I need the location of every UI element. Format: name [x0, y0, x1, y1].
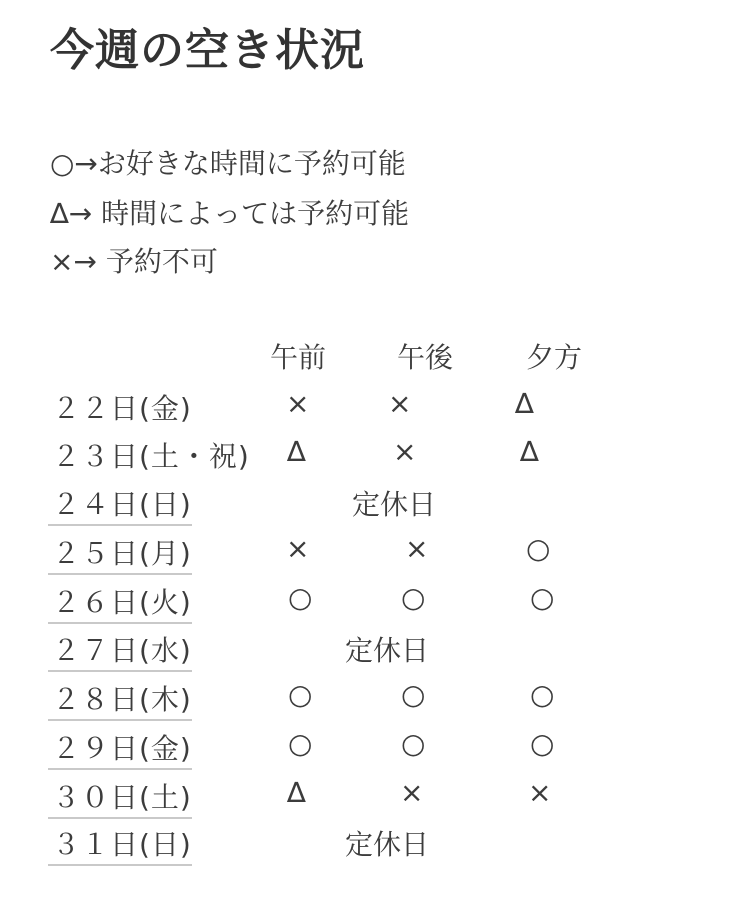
closed-day-label: 定休日 — [352, 488, 437, 521]
afternoon-status: × — [388, 387, 412, 420]
row-date: ２６日(火) — [48, 581, 192, 624]
column-header-evening: 夕方 — [526, 341, 583, 374]
schedule-row — [0, 435, 750, 483]
morning-status: × — [286, 387, 310, 420]
legend-available: ○→お好きな時間に予約可能 — [50, 147, 406, 180]
afternoon-status: × — [400, 776, 424, 809]
row-date: ２３日(土・祝) — [52, 440, 250, 473]
afternoon-status: × — [405, 532, 429, 565]
legend-partially-available: ∆→ 時間によっては予約可能 — [50, 197, 410, 230]
closed-day-label: 定休日 — [345, 828, 430, 861]
row-date: ２２日(金) — [52, 392, 192, 425]
morning-status: ○ — [288, 727, 313, 760]
schedule-row — [0, 483, 750, 531]
schedule-row — [0, 629, 750, 677]
schedule-row — [0, 387, 750, 435]
schedule-row — [0, 532, 750, 580]
evening-status: ○ — [530, 727, 555, 760]
afternoon-status: ○ — [401, 678, 426, 711]
row-date: ２７日(水) — [48, 629, 192, 672]
schedule-row — [0, 823, 750, 871]
evening-status: ∆ — [515, 387, 534, 420]
afternoon-status: ○ — [401, 727, 426, 760]
row-date: ２４日(日) — [48, 483, 192, 526]
schedule-row — [0, 581, 750, 629]
closed-day-label: 定休日 — [345, 634, 430, 667]
column-header-afternoon: 午後 — [397, 341, 454, 374]
row-date: ３１日(日) — [48, 823, 192, 866]
morning-status: × — [286, 532, 310, 565]
schedule-row — [0, 776, 750, 824]
morning-status: ○ — [288, 581, 313, 614]
afternoon-status: × — [393, 435, 417, 468]
column-header-morning: 午前 — [270, 341, 327, 374]
evening-status: ○ — [530, 581, 555, 614]
morning-status: ○ — [288, 678, 313, 711]
morning-status: ∆ — [287, 435, 306, 468]
schedule-row — [0, 727, 750, 775]
evening-status: ∆ — [520, 435, 539, 468]
evening-status: × — [528, 776, 552, 809]
page-title: 今週の空き状況 — [50, 25, 365, 76]
evening-status: ○ — [530, 678, 555, 711]
schedule-row — [0, 678, 750, 726]
morning-status: ∆ — [287, 776, 306, 809]
afternoon-status: ○ — [401, 581, 426, 614]
row-date: ２９日(金) — [48, 727, 192, 770]
row-date: ２８日(木) — [48, 678, 192, 721]
row-date: ３０日(土) — [48, 776, 192, 819]
evening-status: ○ — [526, 532, 551, 565]
row-date: ２５日(月) — [48, 532, 192, 575]
legend-unavailable: ×→ 予約不可 — [50, 245, 218, 278]
